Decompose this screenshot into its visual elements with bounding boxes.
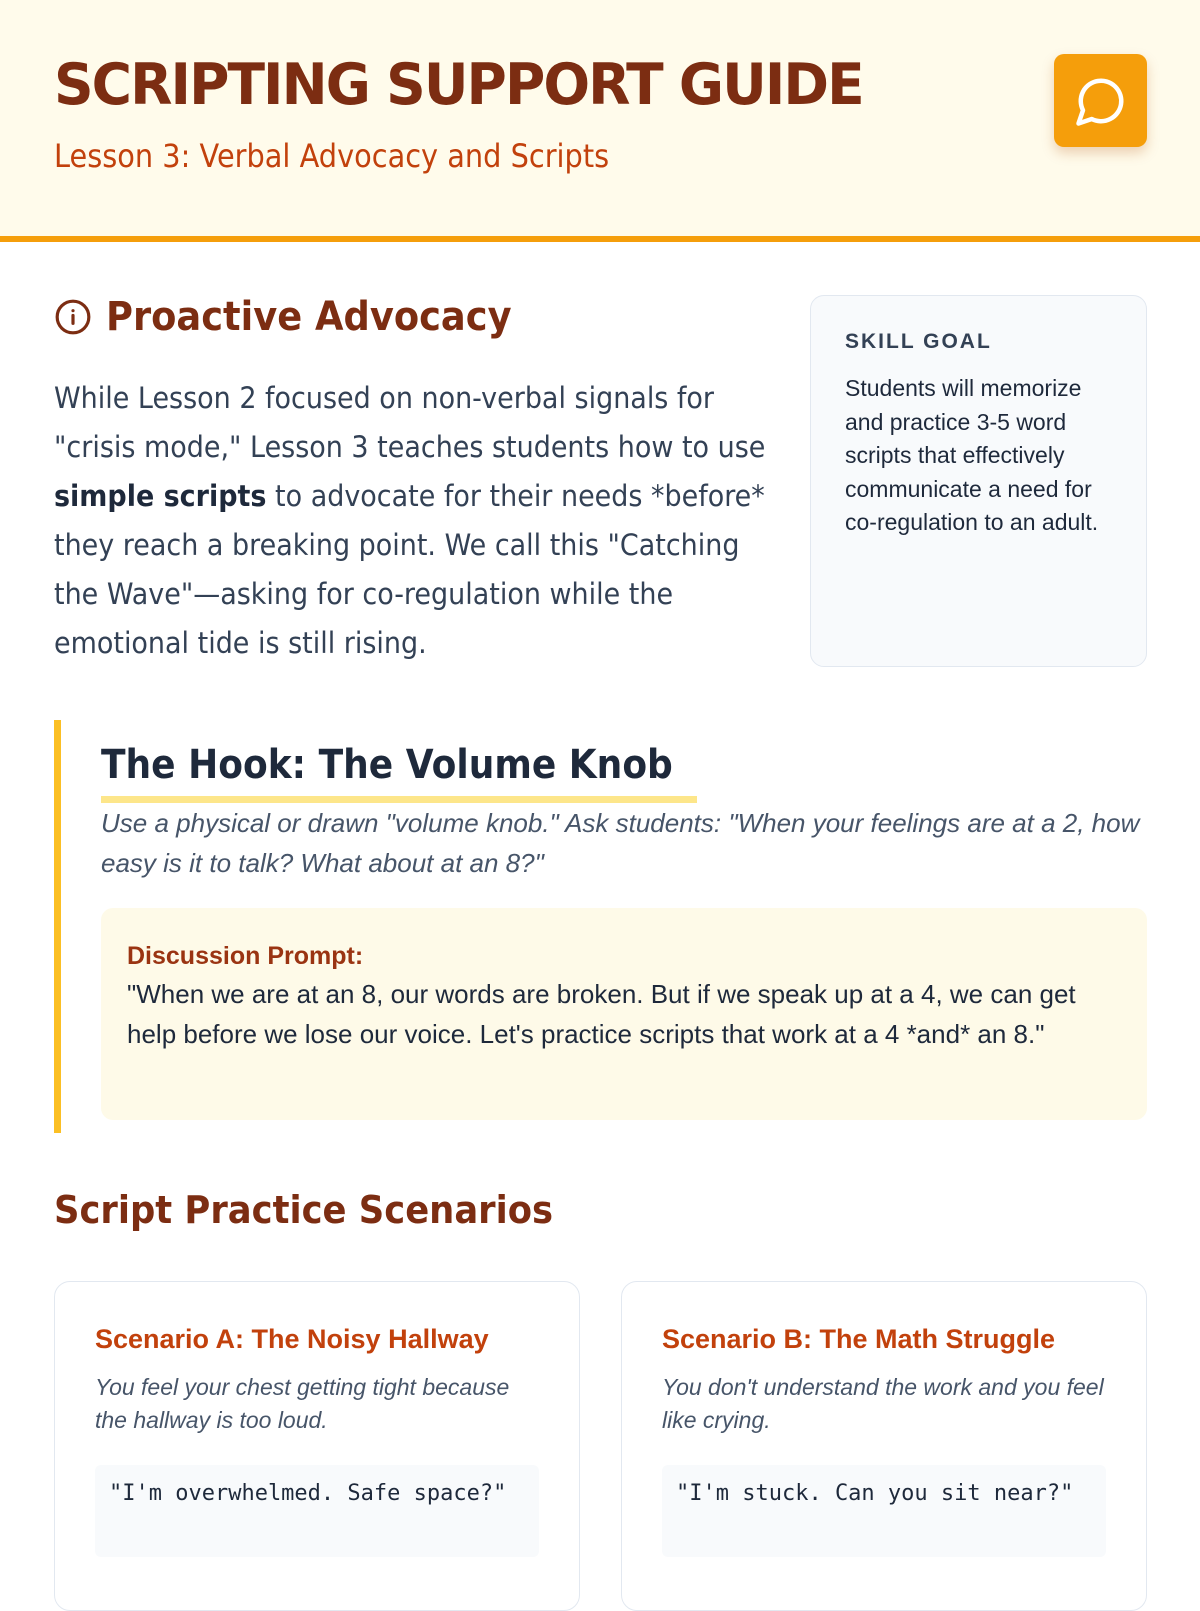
discussion-prompt-box xyxy=(101,908,1147,1120)
scenario-card-a xyxy=(54,1281,580,1611)
scenario-script: "I'm stuck. Can you sit near?" xyxy=(662,1465,1106,1557)
hook-instructions: Use a physical or drawn "volume knob." Ask students: "When your feelings are at a 2, how easy is it to talk? What about at an 8?" xyxy=(101,808,1140,878)
intro-text-part: to advocate for their needs *before* they reach a breaking point. We call this "Catching the Wave"—asking for co-regulation while the emotional tide is still rising. xyxy=(54,479,765,660)
intro-text-part: While Lesson 2 focused on non-verbal signals for "crisis mode," Lesson 3 teaches students how to use xyxy=(54,381,766,464)
scenario-script: "I'm overwhelmed. Safe space?" xyxy=(95,1465,539,1557)
discussion-prompt-label: Discussion Prompt: xyxy=(127,942,364,970)
info-circle-icon xyxy=(54,298,92,336)
scenario-title: Scenario B: The Math Struggle xyxy=(662,1324,1056,1354)
advocacy-paragraph xyxy=(54,374,774,668)
chat-bubble-icon xyxy=(1074,74,1128,128)
advocacy-heading xyxy=(54,294,547,340)
hook-section xyxy=(54,720,1147,1133)
hook-title-highlight xyxy=(101,796,697,803)
scenario-card-b xyxy=(621,1281,1147,1611)
scenarios-heading: Script Practice Scenarios xyxy=(54,1188,554,1232)
scenario-title: Scenario A: The Noisy Hallway xyxy=(95,1324,489,1354)
intro-bold-text: simple scripts xyxy=(54,479,267,513)
discussion-prompt-text: "When we are at an 8, our words are broken. But if we speak up at a 4, we can get help before we lose our voice. Let's practice scripts that work at a 4 *and* an 8." xyxy=(127,979,1076,1049)
page-title: SCRIPTING SUPPORT GUIDE xyxy=(54,52,863,118)
scenario-description: You don't understand the work and you feel like crying. xyxy=(662,1374,1104,1433)
skill-goal-label: SKILL GOAL xyxy=(845,330,992,353)
hook-title: The Hook: The Volume Knob xyxy=(101,742,673,788)
skill-goal-text: Students will memorize and practice 3-5 word scripts that effectively communicate a need for co-regulation to an adult. xyxy=(845,375,1099,535)
page-subtitle: Lesson 3: Verbal Advocacy and Scripts xyxy=(54,137,610,175)
advocacy-title: Proactive Advocacy xyxy=(106,294,512,340)
scenario-description: You feel your chest getting tight because the hallway is too loud. xyxy=(95,1374,510,1433)
skill-goal-card xyxy=(810,295,1147,667)
page-header xyxy=(0,0,1200,242)
chat-button[interactable] xyxy=(1054,54,1147,147)
